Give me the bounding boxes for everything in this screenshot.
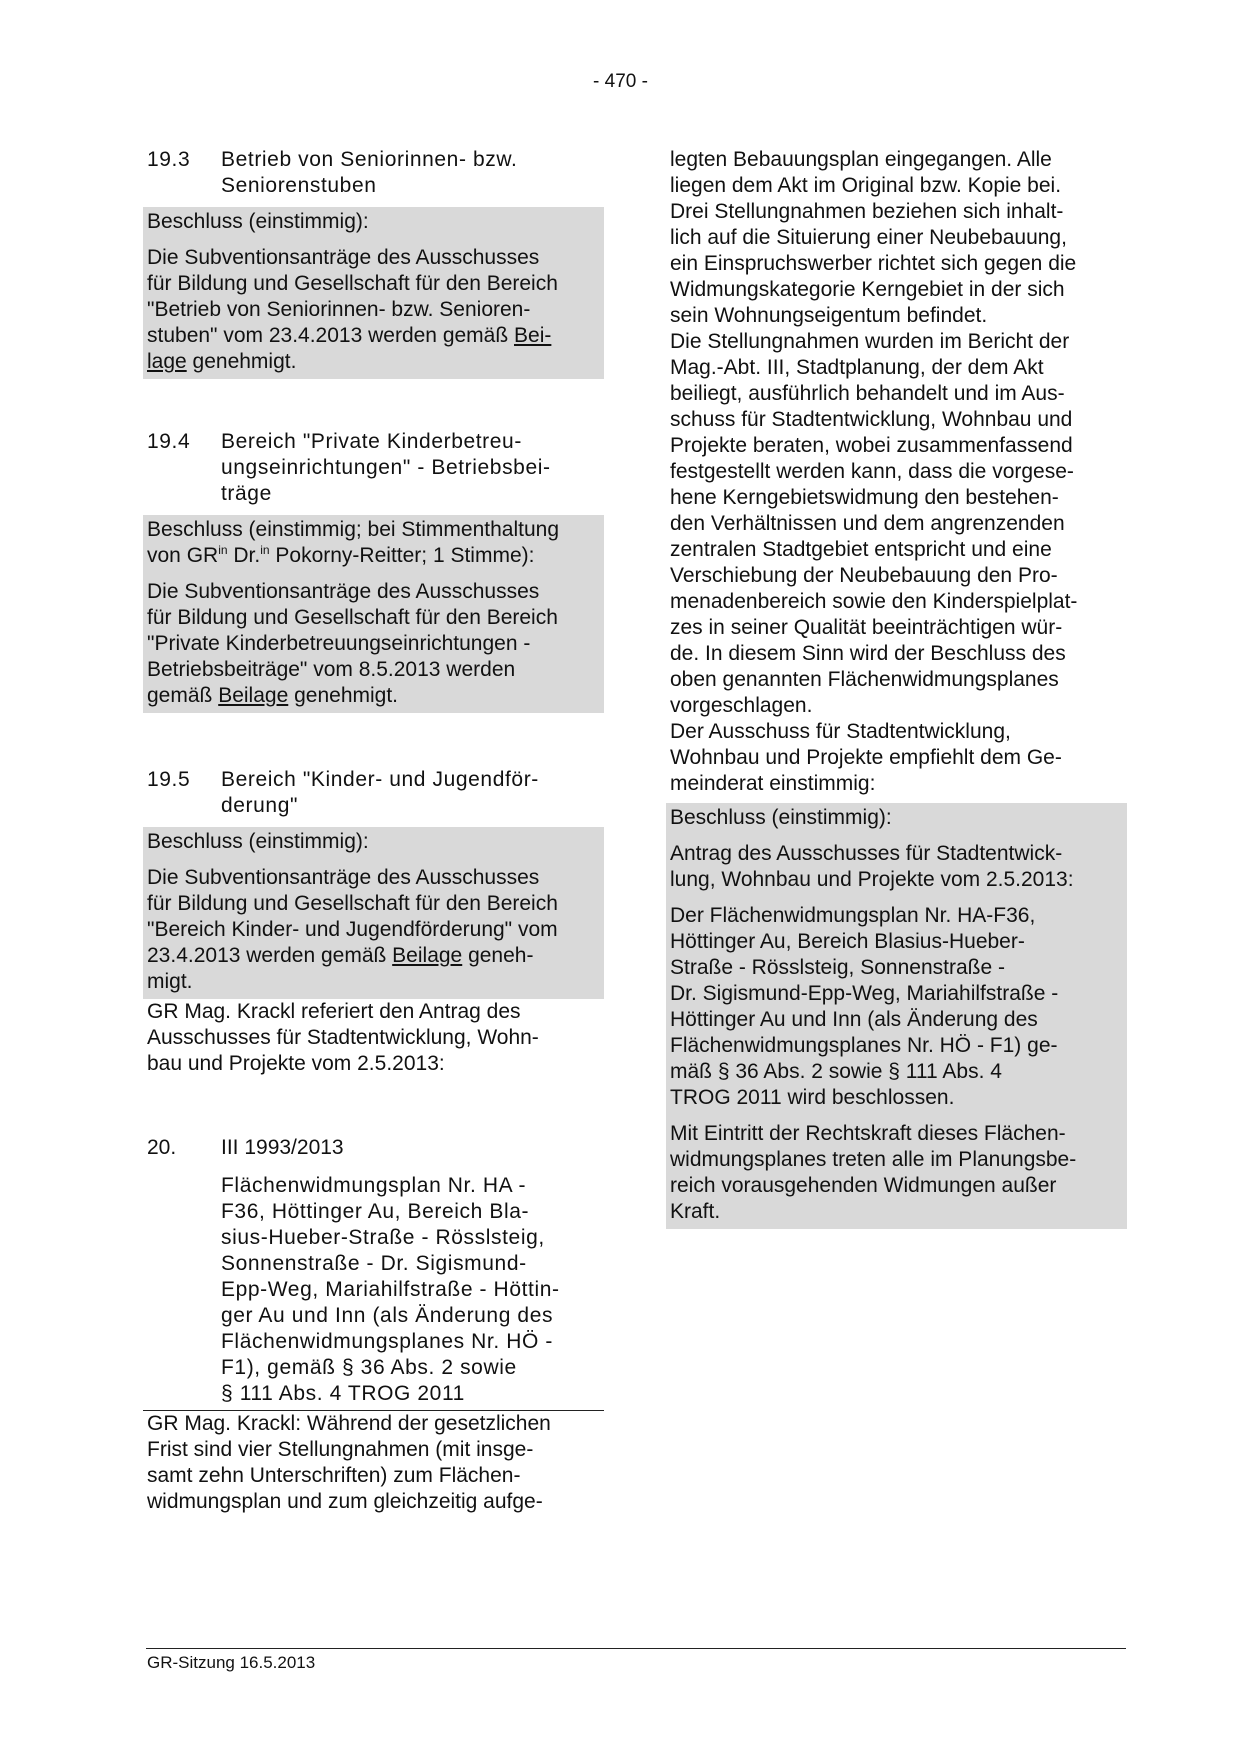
footer-divider: [146, 1648, 1126, 1649]
resolution-box-19-4: [143, 515, 604, 713]
resolution-box-19-5: [143, 827, 604, 999]
section-number: 19.4: [147, 430, 191, 453]
krackl-paragraph: GR Mag. Krackl: Während der gesetzlichen Frist sind vier Stellungnahmen (mit insge- samt zehn Unterschriften) zum Flächen- widmungsplan und zum gleichzeitig aufge-: [147, 1412, 551, 1513]
paragraph: Der Ausschuss für Stadtentwicklung, Wohnbau und Projekte empfiehlt dem Ge- meinderat einstimmig:: [670, 720, 1062, 795]
beilage-link[interactable]: lage: [147, 350, 187, 373]
resolution-label: Beschluss (einstimmig; bei Stimmenthaltung von $GR^{in}$ Dr.$^{in}$ Pokorny-Reitter; 1 Stimme):: [147, 518, 560, 567]
intro-paragraph: GR Mag. Krackl referiert den Antrag des Ausschusses für Stadtentwicklung, Wohn- bau und Projekte vom 2.5.2013:: [147, 1000, 539, 1075]
section-19-4-heading: [147, 429, 600, 507]
resolution-label: Beschluss (einstimmig):: [147, 830, 369, 853]
paragraph: Drei Stellungnahmen beziehen sich inhalt- lich auf die Situierung einer Neubebauung, ein Einspruchswerber richtet sich gegen die Widmungskategorie Kerngebiet in der sich sein Wohnungseigentum befindet.: [670, 200, 1077, 327]
item-number: 20.: [147, 1136, 177, 1159]
paragraph: legten Bebauungsplan eingegangen. Alle liegen dem Akt im Original bzw. Kopie bei.: [670, 148, 1062, 197]
resolution-text: Die Subventionsanträge des Ausschusses für Bildung und Gesellschaft für den Bereich "Betrieb von Seniorinnen- bzw. Senioren- stuben" vom 23.4.2013 werden gemäß Bei- lage genehmigt.: [147, 246, 558, 373]
section-19-3-heading: [147, 147, 600, 199]
page-number: - 470 -: [593, 71, 648, 92]
resolution-label: Beschluss (einstimmig):: [670, 806, 892, 829]
item-reference: III 1993/2013: [221, 1136, 344, 1159]
section-title: Betrieb von Seniorinnen- bzw. Seniorenstuben: [221, 148, 518, 197]
section-title: Bereich "Kinder- und Jugendför- derung": [221, 768, 539, 817]
resolution-label: Beschluss (einstimmig):: [147, 210, 369, 233]
left-column: [147, 147, 600, 1515]
right-column: [670, 147, 1123, 1229]
section-number: 19.3: [147, 148, 191, 171]
resolution-effect: Mit Eintritt der Rechtskraft dieses Flächen- widmungsplanes treten alle im Planungsbe- reich vorausgehenden Widmungen außer Kraft.: [670, 1122, 1077, 1223]
resolution-motion: Antrag des Ausschusses für Stadtentwick- lung, Wohnbau und Projekte vom 2.5.2013:: [670, 842, 1074, 891]
beilage-link[interactable]: Beilage: [392, 944, 463, 967]
paragraph: Die Stellungnahmen wurden im Bericht der Mag.-Abt. III, Stadtplanung, der dem Akt beiliegt, ausführlich behandelt und im Aus- schuss für Stadtentwicklung, Wohnbau und Projekte beraten, wobei zusammenfassend festgestellt werden kann, dass die vorgese- hene Kerngebietswidmung den bestehen- den Verhältnissen und dem angrenzenden zentralen Stadtgebiet entspricht und eine Verschiebung der Neubebauung den Pro- menadenbereich sowie den Kinderspielplat- zes in seiner Qualität beeinträchtigen wür- de. In diesem Sinn wird der Beschluss des oben genannten Flächenwidmungsplanes vorgeschlagen.: [670, 330, 1078, 717]
resolution-box-20: [666, 803, 1127, 1229]
resolution-box-19-3: [143, 207, 604, 379]
beilage-link[interactable]: Beilage: [218, 684, 289, 707]
agenda-item-20: [147, 1135, 600, 1407]
resolution-text: Die Subventionsanträge des Ausschusses für Bildung und Gesellschaft für den Bereich "Bereich Kinder- und Jugendförderung" vom 23.4.2013 werden gemäß Beilage geneh- migt.: [147, 866, 558, 993]
section-number: 19.5: [147, 768, 191, 791]
beilage-link[interactable]: Bei-: [514, 324, 552, 347]
section-19-5-heading: [147, 767, 600, 819]
item-title: Flächenwidmungsplan Nr. HA - F36, Höttinger Au, Bereich Bla- sius-Hueber-Straße - Rösslsteig, Sonnenstraße - Dr. Sigismund- Epp-Weg, Mariahilfstraße - Höttin- ger Au und Inn (als Änderung des Flächenwidmungsplanes Nr. HÖ - F1), gemäß § 36 Abs. 2 sowie § 111 Abs. 4 TROG 2011: [221, 1174, 560, 1405]
resolution-text: Der Flächenwidmungsplan Nr. HA-F36, Höttinger Au, Bereich Blasius-Hueber- Straße - Rösslsteig, Sonnenstraße - Dr. Sigismund-Epp-Weg, Mariahilfstraße - Höttinger Au und Inn (als Änderung des Flächenwidmungsplanes Nr. HÖ - F1) ge- mäß § 36 Abs. 2 sowie § 111 Abs. 4 TROG 2011 wird beschlossen.: [670, 904, 1059, 1109]
footer-session: GR-Sitzung 16.5.2013: [147, 1653, 316, 1672]
section-title: Bereich "Private Kinderbetreu- ungseinrichtungen" - Betriebsbei- träge: [221, 430, 551, 505]
resolution-text: Die Subventionsanträge des Ausschusses für Bildung und Gesellschaft für den Bereich "Private Kinderbetreuungseinrichtungen - Betriebsbeiträge" vom 8.5.2013 werden gemäß Beilage genehmigt.: [147, 580, 558, 707]
